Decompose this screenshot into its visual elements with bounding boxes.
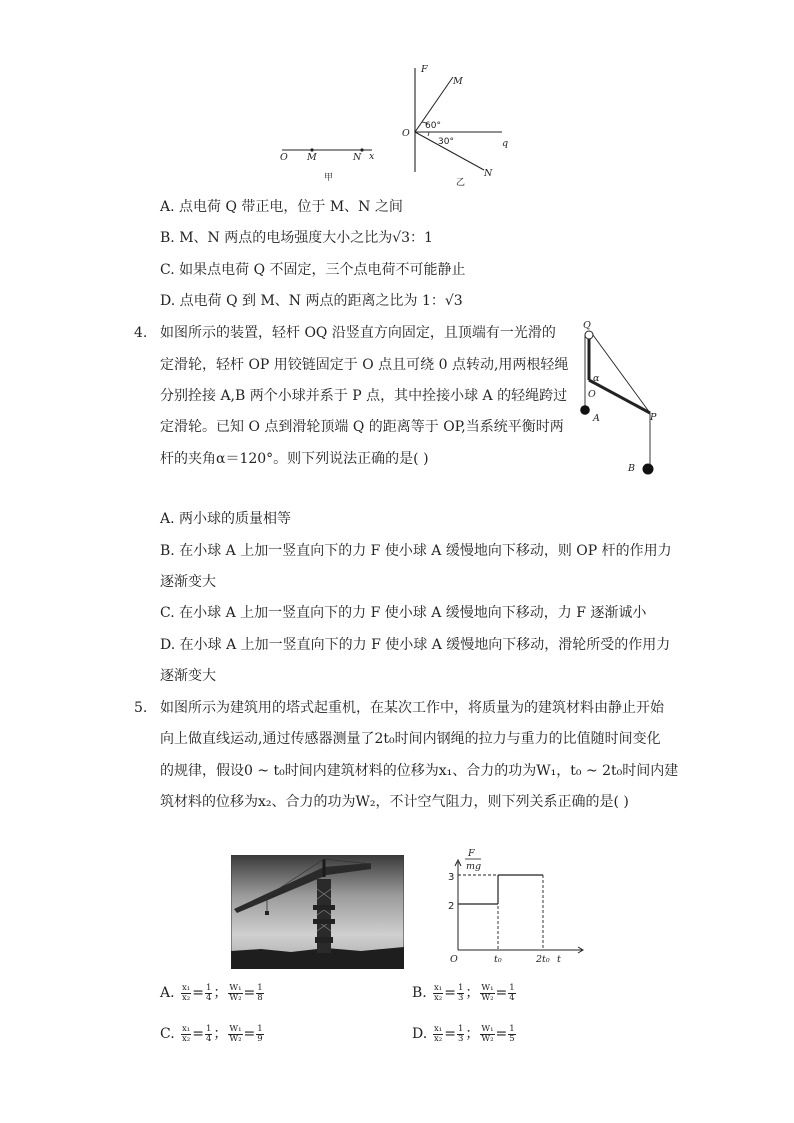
yi-m-label: M (453, 76, 463, 87)
graph-ylabel-num: F (468, 848, 475, 859)
q4-option-b-cont: 逐渐变大 (160, 574, 216, 590)
graph-tick-2: 2 (448, 901, 455, 912)
q4-option-d: D. 在小球 A 上加一竖直向下的力 F 使小球 A 缓慢地向下移动，滑轮所受的作用力 (160, 637, 671, 653)
q5-option-d: D. $\frac{\text{x₁}}{\text{x₂}}$ = $\frac{1}{3}$ ； $\frac{\text{W₁}}{\text{W₂}}$ = $\frac{1}{5}$ (412, 1023, 515, 1044)
crane-photo (231, 855, 404, 969)
yi-q-label: q (502, 138, 509, 149)
graph-t-label: t (557, 954, 561, 965)
yi-caption: 乙 (456, 178, 466, 188)
q5-stem-line-1: 如图所示为建筑用的塔式起重机，在某次工作中，将质量为的建筑材料由静止开始 (160, 700, 664, 716)
ball-a (580, 405, 590, 415)
jia-x-label: x (369, 151, 375, 162)
q3-option-b: B. M、N 两点的电场强度大小之比为√3：1 (160, 230, 433, 246)
graph-origin: O (450, 954, 458, 965)
q3-option-c: C. 如果点电荷 Q 不固定，三个点电荷不可能静止 (160, 262, 466, 278)
q5-option-c: C. $\frac{\text{x₁}}{\text{x₂}}$ = $\frac{1}{4}$ ； $\frac{\text{W₁}}{\text{W₂}}$ = $\frac{1}{9}$ (160, 1023, 263, 1044)
q4-stem-line-3: 分别拴接 A,B 两个小球并系于 P 点，其中拴接小球 A 的轻绳跨过 (160, 388, 568, 404)
yi-n-label: N (484, 168, 493, 179)
label-alpha: α (593, 373, 600, 384)
label-p: P (650, 412, 657, 423)
q4-stem-line-2: 定滑轮，轻杆 OP 用铰链固定于 O 点且可绕 0 点转动,用两根轻绳 (160, 357, 569, 373)
label-a: A (593, 413, 600, 424)
ball-b (643, 464, 654, 475)
yi-o-label: O (402, 128, 410, 139)
graph-tick-3: 3 (448, 872, 455, 883)
rod-op (589, 380, 650, 413)
rope-q-to-p (593, 335, 650, 413)
q4-stem-line-1: 如图所示的装置，轻杆 OQ 沿竖直方向固定，且顶端有一光滑的 (160, 325, 556, 341)
q3-option-a: A. 点电荷 Q 带正电，位于 M、N 之间 (160, 199, 403, 215)
jia-caption: 甲 (324, 173, 334, 183)
q4-option-b: B. 在小球 A 上加一竖直向下的力 F 使小球 A 缓慢地向下移动，则 OP 杆的作用力 (160, 543, 672, 559)
q5-option-a: A. $\frac{\text{x₁}}{\text{x₂}}$ = $\frac{1}{4}$ ； $\frac{\text{W₁}}{\text{W₂}}$ = $\frac{1}{8}$ (160, 982, 263, 1003)
label-o: O (588, 389, 596, 400)
q5-number: 5. (134, 700, 148, 716)
q5-stem-line-4: 筑材料的位移为x₂、合力的功为W₂，不计空气阻力，则下列关系正确的是( ) (160, 794, 629, 810)
force-time-graph (446, 846, 586, 968)
graph-tick-2t0: 2t₀ (536, 954, 550, 965)
q4-figure (570, 318, 670, 480)
q4-stem-line-5: 杆的夹角α＝120°。则下列说法正确的是( ) (160, 451, 429, 467)
q5-stem-line-2: 向上做直线运动,通过传感器测量了2t₀时间内钢绳的拉力与重力的比值随时间变化 (160, 731, 661, 747)
graph-ylabel-den: mg (466, 861, 482, 872)
label-b: B (628, 463, 635, 474)
q4-stem-line-4: 定滑轮。已知 O 点到滑轮顶端 Q 的距离等于 OP,当系统平衡时两 (160, 419, 564, 435)
yi-angle60-label: 60° (425, 121, 441, 131)
q3-option-d: D. 点电荷 Q 到 M、N 两点的距离之比为 1：√3 (160, 293, 463, 309)
q5-stem-line-3: 的规律，假设0 ~ t₀时间内建筑材料的位移为x₁、合力的功为W₁，t₀ ~ 2t₀时间内建 (160, 763, 679, 779)
jia-m-label: M (307, 152, 317, 163)
pulley (585, 331, 593, 339)
q4-option-c: C. 在小球 A 上加一竖直向下的力 F 使小球 A 缓慢地向下移动，力 F 逐渐诚小 (160, 605, 647, 621)
yi-angle30-label: 30° (438, 137, 454, 147)
q4-option-d-cont: 逐渐变大 (160, 668, 216, 684)
q4-number: 4. (134, 325, 148, 341)
yi-f-label: F (421, 64, 428, 75)
jia-o-label: O (280, 152, 288, 163)
label-q: Q (583, 320, 591, 331)
graph-tick-t0: t₀ (494, 954, 502, 965)
jia-n-label: N (353, 152, 362, 163)
q5-option-b: B. $\frac{\text{x₁}}{\text{x₂}}$ = $\frac{1}{3}$ ； $\frac{\text{W₁}}{\text{W₂}}$ = $\frac{1}{4}$ (412, 982, 515, 1003)
q4-option-a: A. 两小球的质量相等 (160, 511, 292, 527)
q3-figure (270, 60, 530, 190)
angle30-arc (428, 132, 429, 136)
